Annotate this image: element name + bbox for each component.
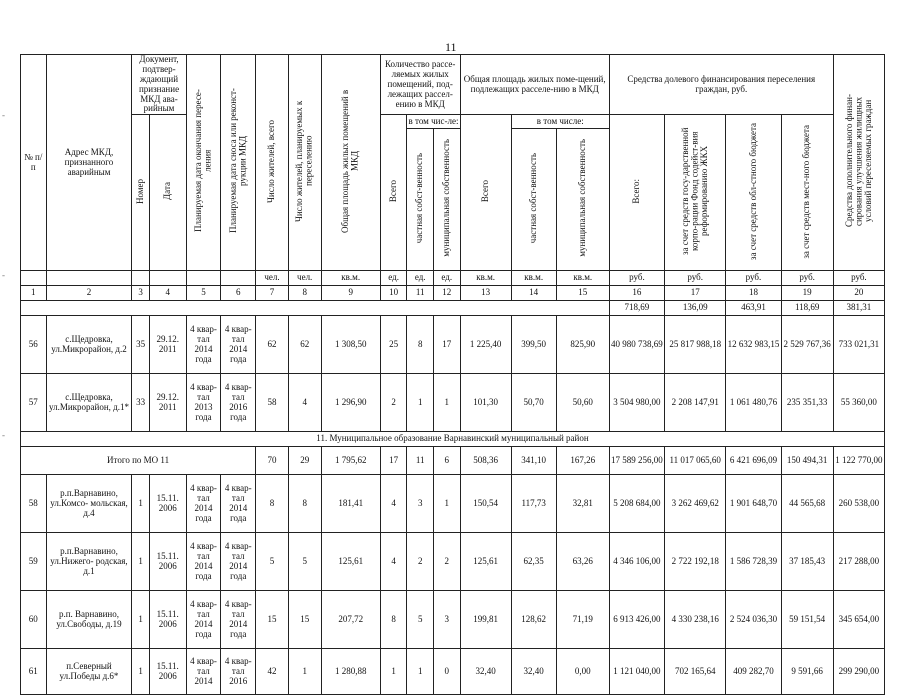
unit-cell [46,271,132,286]
cell-c13: 199,81 [460,591,511,649]
cell-num: 35 [132,316,149,374]
header-in-that-count: в том чис-ле: [407,115,460,129]
cell-c9: 1 308,50 [321,316,380,374]
header-funds-regional: за счет средств обл-стного бюджета [726,115,781,271]
cell-end: 4 квар- тал 2014 года [186,533,221,591]
cell-c19: 9 591,66 [781,649,833,695]
cell-c13: 150,54 [460,475,511,533]
header-document: Документ, подтвер-ждающий признание МКД ава-рийным [132,55,186,115]
cell-c11: 8 [407,316,434,374]
cell-end: 4 квар- тал 2013 года [186,374,221,432]
cell-c7: 8 [256,475,289,533]
cell-num: 1 [132,475,149,533]
cell-demo: 4 квар- тал 2014 года [221,591,256,649]
cell-c10: 1 [380,649,407,695]
unit-cell: кв.м. [556,271,609,286]
cell-c15: 50,60 [556,374,609,432]
subtotal-cell: 17 589 256,00 [609,447,664,475]
cell-c13: 32,40 [460,649,511,695]
cell-c7: 58 [256,374,289,432]
cell-c10: 8 [380,591,407,649]
header-area-municipal: муниципальная собственность [556,129,609,271]
header-count-group: Количество рассе-ляемых жилых помещений, под-лежащих рассел-ению в МКД [380,55,460,115]
column-number-cell: 17 [665,286,726,301]
column-number-cell: 18 [726,286,781,301]
unit-cell [221,271,256,286]
header-area-private: частная собст-венность [511,129,556,271]
unit-cell: руб. [609,271,664,286]
cell-c19: 59 151,54 [781,591,833,649]
unit-cell: руб. [781,271,833,286]
cell-c20: 260 538,00 [833,475,884,533]
table-row [21,533,885,591]
cell-c18: 2 524 036,30 [726,591,781,649]
section-row [21,432,885,447]
unit-cell: ед. [407,271,434,286]
subtotal-cell: 17 [380,447,407,475]
cell-c14: 62,35 [511,533,556,591]
cell-c17: 4 330 238,16 [665,591,726,649]
cell-c19: 37 185,43 [781,533,833,591]
cell-c11: 3 [407,475,434,533]
cell-num: 1 [132,533,149,591]
cell-num: 1 [132,591,149,649]
header-municipal: муниципальная собственность [434,129,461,271]
header-funds-group: Средства долевого финансирования переселения граждан, руб. [609,55,833,115]
subtotal-cell: 6 421 696,09 [726,447,781,475]
cell-demo: 4 квар- тал 2014 года [221,533,256,591]
cell-date: 29.12. 2011 [149,316,186,374]
cell-c20: 733 021,31 [833,316,884,374]
unit-cell [149,271,186,286]
column-number-cell: 19 [781,286,833,301]
unit-cell [21,271,47,286]
unit-cell: кв.м. [511,271,556,286]
cell-end: 4 квар- тал 2014 года [186,475,221,533]
cell-demo: 4 квар- тал 2014 года [221,316,256,374]
column-number-row [21,286,885,301]
cell-c14: 128,62 [511,591,556,649]
cell-end: 4 квар- тал 2014 года [186,316,221,374]
cell-end: 4 квар- тал 2014 [186,649,221,695]
header-residents-total: Число жителей, всего [256,55,289,271]
column-number-cell: 8 [288,286,321,301]
header-residents-planned: Число жителей, планируемых к переселению [288,55,321,271]
cell-c20: 345 654,00 [833,591,884,649]
column-number-cell: 4 [149,286,186,301]
subtotal-cell: 11 [407,447,434,475]
cell-c17: 2 722 192,18 [665,533,726,591]
unit-cell: кв.м. [460,271,511,286]
column-number-cell: 6 [221,286,256,301]
unit-cell: руб. [726,271,781,286]
cell-n: 58 [21,475,47,533]
cell-c18: 1 061 480,76 [726,374,781,432]
margin-mark: - [2,110,5,120]
cell-date: 15.11. 2006 [149,649,186,695]
cell-c18: 12 632 983,15 [726,316,781,374]
column-number-cell: 2 [46,286,132,301]
cell-date: 15.11. 2006 [149,533,186,591]
cell-c8: 15 [288,591,321,649]
cell-addr: р.п.Варнавино, ул.Нижего- родская, д.1 [46,533,132,591]
margin-mark: - [2,430,5,440]
header-funds-additional: Средства дополнительного финан-сирования улучшения жилищных условий переселяемых граждан [833,55,884,271]
header-planned-demolition: Планируемая дата сноса или реконст-рукции МКД [221,55,256,271]
column-number-cell: 13 [460,286,511,301]
column-number-cell: 3 [132,286,149,301]
resettlement-table [20,54,885,695]
cell-c8: 1 [288,649,321,695]
unit-cell: руб. [833,271,884,286]
cell-c17: 2 208 147,91 [665,374,726,432]
cell-date: 29.12. 2011 [149,374,186,432]
header-doc-number: Номер [132,115,149,271]
cell-c8: 4 [288,374,321,432]
cell-c16: 4 346 106,00 [609,533,664,591]
unit-cell: чел. [288,271,321,286]
cell-addr: р.п.Варнавино, ул.Комсо- мольская, д.4 [46,475,132,533]
carry-over-blank [21,301,610,316]
cell-c12: 3 [434,591,461,649]
cell-c9: 181,41 [321,475,380,533]
cell-addr: р.п. Варнавино, ул.Свободы, д.19 [46,591,132,649]
column-number-cell: 14 [511,286,556,301]
cell-addr: п.Северный ул.Победы д.6* [46,649,132,695]
carry-over-cell: 136,09 [665,301,726,316]
unit-cell: чел. [256,271,289,286]
subtotal-cell: 6 [434,447,461,475]
cell-c14: 399,50 [511,316,556,374]
cell-c18: 1 586 728,39 [726,533,781,591]
cell-demo: 4 квар- тал 2016 года [221,374,256,432]
carry-over-cell: 718,69 [609,301,664,316]
cell-c16: 5 208 684,00 [609,475,664,533]
unit-cell: ед. [380,271,407,286]
column-number-cell: 16 [609,286,664,301]
cell-c13: 101,30 [460,374,511,432]
cell-c15: 825,90 [556,316,609,374]
cell-c12: 1 [434,475,461,533]
cell-date: 15.11. 2006 [149,475,186,533]
cell-c8: 5 [288,533,321,591]
cell-c10: 4 [380,475,407,533]
cell-c16: 3 504 980,00 [609,374,664,432]
cell-c15: 0,00 [556,649,609,695]
cell-c18: 1 901 648,70 [726,475,781,533]
cell-c7: 42 [256,649,289,695]
header-funds-local: за счет средств мест-ного бюджета [781,115,833,271]
subtotal-cell: 70 [256,447,289,475]
header-in-that-area: в том числе: [511,115,609,129]
cell-c9: 125,61 [321,533,380,591]
unit-cell: кв.м. [321,271,380,286]
subtotal-cell: 508,36 [460,447,511,475]
cell-n: 61 [21,649,47,695]
cell-c19: 235 351,33 [781,374,833,432]
cell-c10: 25 [380,316,407,374]
table-row [21,374,885,432]
subtotal-cell: 150 494,31 [781,447,833,475]
header-funds-total: Всего: [609,115,664,271]
cell-c9: 1 296,90 [321,374,380,432]
unit-cell [132,271,149,286]
cell-c17: 3 262 469,62 [665,475,726,533]
cell-end: 4 квар- тал 2014 года [186,591,221,649]
cell-c14: 117,73 [511,475,556,533]
cell-c18: 409 282,70 [726,649,781,695]
header-funds-fund: за счет средств госу-дарственной корпо-рации Фонд содейст-вия реформированию ЖКХ [665,115,726,271]
cell-c11: 1 [407,649,434,695]
cell-c13: 1 225,40 [460,316,511,374]
cell-c8: 8 [288,475,321,533]
cell-c12: 1 [434,374,461,432]
cell-c7: 5 [256,533,289,591]
column-number-cell: 5 [186,286,221,301]
cell-c14: 32,40 [511,649,556,695]
subtotal-cell: 11 017 065,60 [665,447,726,475]
cell-demo: 4 квар- тал 2014 года [221,475,256,533]
cell-c7: 15 [256,591,289,649]
cell-c17: 25 817 988,18 [665,316,726,374]
cell-c15: 63,26 [556,533,609,591]
header-area-total: Всего [460,115,511,271]
cell-c19: 44 565,68 [781,475,833,533]
header-doc-date: Дата [149,115,186,271]
cell-c12: 2 [434,533,461,591]
cell-c12: 0 [434,649,461,695]
column-number-cell: 1 [21,286,47,301]
cell-c12: 17 [434,316,461,374]
cell-c17: 702 165,64 [665,649,726,695]
header-address: Адрес МКД, признанного аварийным [46,55,132,271]
column-number-cell: 10 [380,286,407,301]
margin-mark: - [2,270,5,280]
cell-c15: 32,81 [556,475,609,533]
header-total-area: Общая площадь жилых помещений в МКД [321,55,380,271]
cell-c20: 299 290,00 [833,649,884,695]
cell-c10: 4 [380,533,407,591]
header-private: частная собст-венность [407,129,434,271]
cell-n: 57 [21,374,47,432]
unit-cell: ед. [434,271,461,286]
cell-num: 1 [132,649,149,695]
page-number: 11 [445,40,457,54]
column-number-cell: 9 [321,286,380,301]
cell-c11: 1 [407,374,434,432]
table-row [21,475,885,533]
header-n: № п/п [21,55,47,271]
cell-n: 56 [21,316,47,374]
cell-c20: 55 360,00 [833,374,884,432]
cell-c10: 2 [380,374,407,432]
cell-c11: 5 [407,591,434,649]
cell-c15: 71,19 [556,591,609,649]
section-title: 11. Муниципальное образование Варнавинский муниципальный район [21,432,885,447]
carry-over-cell: 463,91 [726,301,781,316]
header-count-total: Всего [380,115,407,271]
cell-c9: 207,72 [321,591,380,649]
column-number-cell: 7 [256,286,289,301]
cell-c7: 62 [256,316,289,374]
header-planned-end: Планируемая дата окончания пересе-ления [186,55,221,271]
subtotal-cell: 1 795,62 [321,447,380,475]
header-area-group: Общая площадь жилых поме-щений, подлежащих расселе-нию в МКД [460,55,609,115]
cell-c19: 2 529 767,36 [781,316,833,374]
column-number-cell: 15 [556,286,609,301]
column-number-cell: 20 [833,286,884,301]
cell-demo: 4 квар- тал 2016 [221,649,256,695]
carry-over-cell: 118,69 [781,301,833,316]
cell-c16: 40 980 738,69 [609,316,664,374]
cell-n: 59 [21,533,47,591]
column-number-cell: 11 [407,286,434,301]
carry-over-row [21,301,885,316]
subtotal-cell: 29 [288,447,321,475]
unit-cell [186,271,221,286]
cell-date: 15.11. 2006 [149,591,186,649]
column-number-cell: 12 [434,286,461,301]
units-row [21,271,885,286]
carry-over-cell: 381,31 [833,301,884,316]
table-row [21,591,885,649]
subtotal-cell: 167,26 [556,447,609,475]
cell-c20: 217 288,00 [833,533,884,591]
table-row [21,649,885,695]
subtotal-label: Итого по МО 11 [21,447,256,475]
cell-c16: 6 913 426,00 [609,591,664,649]
table-row [21,316,885,374]
cell-num: 33 [132,374,149,432]
cell-addr: с.Щедровка, ул.Микрорайон, д.1* [46,374,132,432]
subtotal-cell: 341,10 [511,447,556,475]
cell-c16: 1 121 040,00 [609,649,664,695]
cell-n: 60 [21,591,47,649]
subtotal-cell: 1 122 770,00 [833,447,884,475]
cell-c14: 50,70 [511,374,556,432]
cell-c11: 2 [407,533,434,591]
cell-c13: 125,61 [460,533,511,591]
cell-addr: с.Щедровка, ул.Микрорайон, д.2 [46,316,132,374]
cell-c9: 1 280,88 [321,649,380,695]
unit-cell: руб. [665,271,726,286]
subtotal-row [21,447,885,475]
cell-c8: 62 [288,316,321,374]
